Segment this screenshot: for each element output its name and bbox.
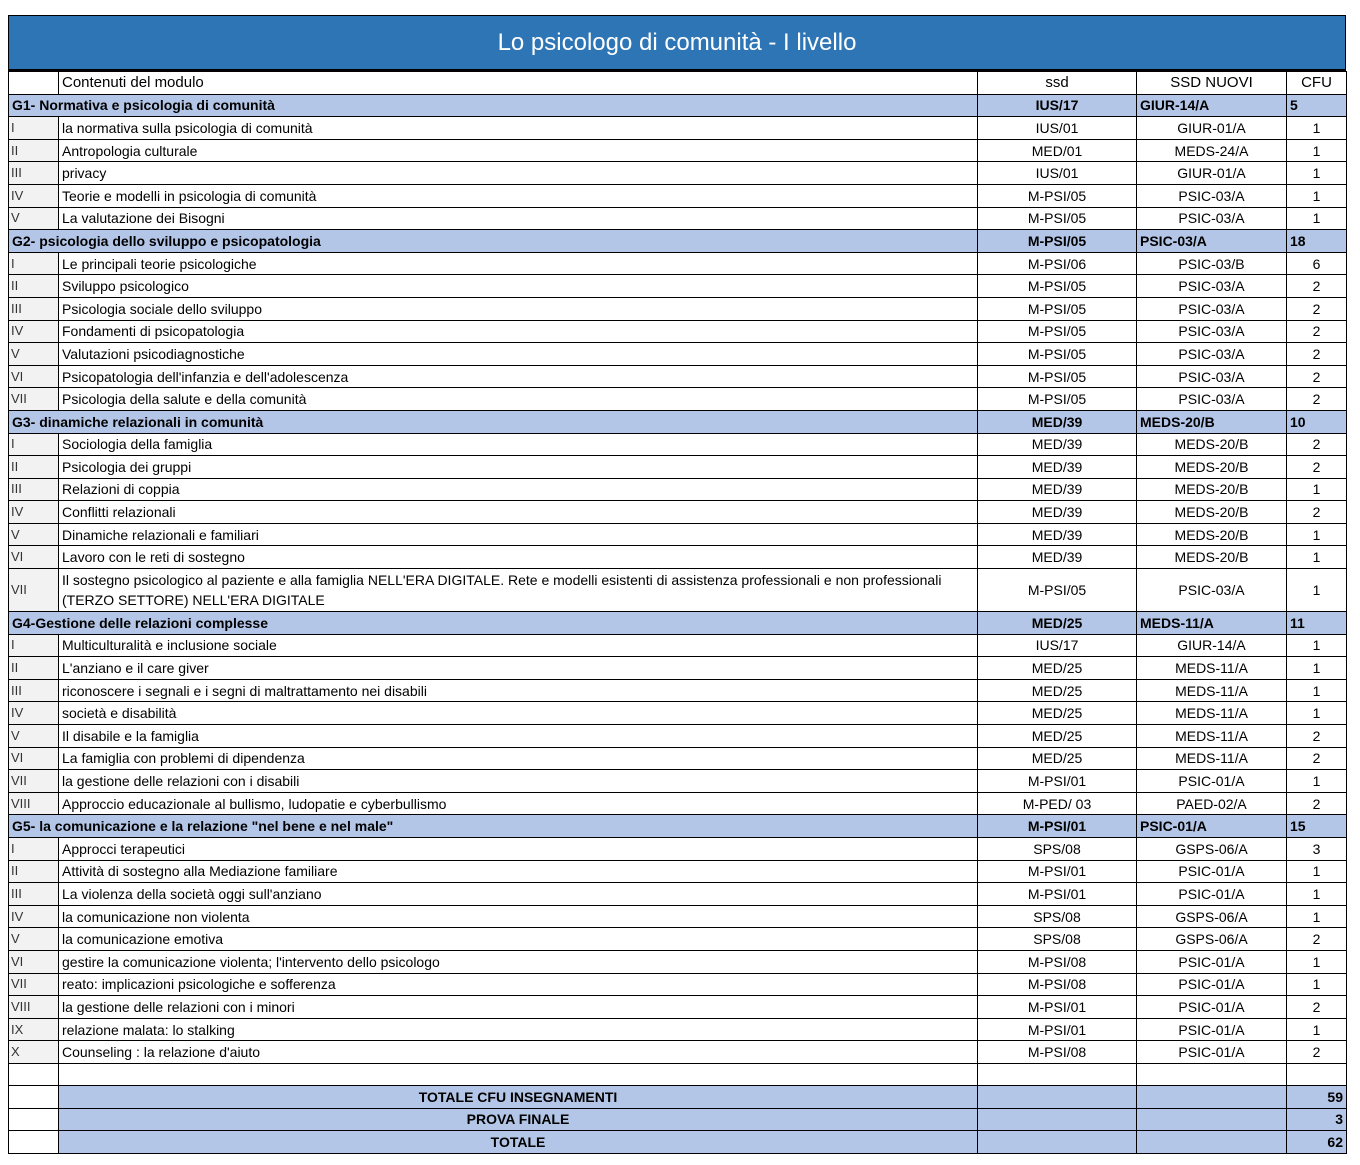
module-title: Approcci terapeutici: [59, 838, 978, 861]
module-number: I: [9, 252, 59, 275]
module-ssd-new: PSIC-03/A: [1137, 207, 1287, 230]
module-cfu: 2: [1287, 996, 1347, 1019]
module-number: VII: [9, 770, 59, 793]
module-number: VI: [9, 546, 59, 569]
group-ssd-new: PSIC-01/A: [1137, 815, 1287, 838]
spacer-row: [9, 1063, 1347, 1085]
module-title: Lavoro con le reti di sostegno: [59, 546, 978, 569]
group-row: [9, 612, 1347, 635]
module-number: II: [9, 275, 59, 298]
module-row: [9, 725, 1347, 748]
module-ssd-new: MEDS-11/A: [1137, 747, 1287, 770]
module-number: V: [9, 207, 59, 230]
module-ssd: M-PSI/05: [978, 297, 1137, 320]
module-number: VII: [9, 569, 59, 612]
module-ssd-new: GIUR-01/A: [1137, 117, 1287, 140]
group-row: [9, 230, 1347, 253]
module-title: la comunicazione non violenta: [59, 905, 978, 928]
module-row: [9, 883, 1347, 906]
module-row: [9, 478, 1347, 501]
module-cfu: 2: [1287, 501, 1347, 524]
total-ssd-new-blank: [1137, 1108, 1287, 1131]
module-number: I: [9, 433, 59, 456]
module-ssd: M-PSI/05: [978, 365, 1137, 388]
module-title: Teorie e modelli in psicologia di comunità: [59, 184, 978, 207]
module-row: [9, 433, 1347, 456]
module-cfu: 2: [1287, 433, 1347, 456]
module-ssd-new: PSIC-01/A: [1137, 1041, 1287, 1064]
header-ssd-new: SSD NUOVI: [1137, 72, 1287, 95]
module-cfu: 1: [1287, 117, 1347, 140]
module-cfu: 1: [1287, 770, 1347, 793]
header-cfu: CFU: [1287, 72, 1347, 95]
module-title: Fondamenti di psicopatologia: [59, 320, 978, 343]
empty-cell: [59, 1063, 978, 1085]
module-number: II: [9, 860, 59, 883]
group-name: G5- la comunicazione e la relazione "nel bene e nel male": [9, 815, 978, 838]
module-number: IX: [9, 1018, 59, 1041]
module-cfu: 2: [1287, 928, 1347, 951]
header-row: [9, 72, 1347, 95]
total-label: TOTALE: [59, 1131, 978, 1154]
group-name: G3- dinamiche relazionali in comunità: [9, 410, 978, 433]
module-title: reato: implicazioni psicologiche e sofferenza: [59, 973, 978, 996]
module-number: II: [9, 657, 59, 680]
module-title: Psicologia della salute e della comunità: [59, 388, 978, 411]
module-number: V: [9, 343, 59, 366]
module-ssd: M-PSI/01: [978, 770, 1137, 793]
module-cfu: 2: [1287, 388, 1347, 411]
module-row: [9, 117, 1347, 140]
module-cfu: 2: [1287, 297, 1347, 320]
module-cfu: 1: [1287, 950, 1347, 973]
module-ssd: MED/39: [978, 478, 1137, 501]
module-title: Relazioni di coppia: [59, 478, 978, 501]
total-ssd-blank: [978, 1131, 1137, 1154]
module-title: La violenza della società oggi sull'anziano: [59, 883, 978, 906]
group-cfu: 5: [1287, 94, 1347, 117]
module-row: [9, 950, 1347, 973]
module-cfu: 2: [1287, 747, 1347, 770]
module-number: V: [9, 523, 59, 546]
module-row: [9, 905, 1347, 928]
total-blank: [9, 1131, 59, 1154]
module-ssd: M-PSI/05: [978, 320, 1137, 343]
module-ssd: IUS/01: [978, 162, 1137, 185]
module-number: VII: [9, 973, 59, 996]
group-cfu: 10: [1287, 410, 1347, 433]
group-ssd-new: GIUR-14/A: [1137, 94, 1287, 117]
module-ssd: MED/25: [978, 679, 1137, 702]
header-ssd: ssd: [978, 72, 1137, 95]
module-ssd-new: PSIC-03/A: [1137, 569, 1287, 612]
module-cfu: 2: [1287, 456, 1347, 479]
module-ssd: M-PSI/01: [978, 860, 1137, 883]
module-ssd: IUS/01: [978, 117, 1137, 140]
module-cfu: 1: [1287, 478, 1347, 501]
module-row: [9, 702, 1347, 725]
module-row: [9, 860, 1347, 883]
module-ssd-new: MEDS-20/B: [1137, 478, 1287, 501]
curriculum-sheet: [8, 15, 1346, 1154]
group-cfu: 11: [1287, 612, 1347, 635]
module-number: II: [9, 456, 59, 479]
module-ssd-new: PSIC-01/A: [1137, 1018, 1287, 1041]
module-ssd-new: MEDS-20/B: [1137, 433, 1287, 456]
module-ssd: M-PSI/01: [978, 883, 1137, 906]
module-ssd-new: PSIC-03/A: [1137, 184, 1287, 207]
empty-cell: [1137, 1063, 1287, 1085]
module-cfu: 1: [1287, 523, 1347, 546]
module-ssd-new: PSIC-03/B: [1137, 252, 1287, 275]
group-ssd-new: PSIC-03/A: [1137, 230, 1287, 253]
module-ssd-new: MEDS-11/A: [1137, 679, 1287, 702]
module-title: Le principali teorie psicologiche: [59, 252, 978, 275]
module-row: [9, 747, 1347, 770]
module-ssd: M-PSI/05: [978, 388, 1137, 411]
module-number: VI: [9, 950, 59, 973]
module-title: Psicologia dei gruppi: [59, 456, 978, 479]
module-ssd: MED/25: [978, 725, 1137, 748]
module-ssd: IUS/17: [978, 634, 1137, 657]
module-cfu: 2: [1287, 343, 1347, 366]
module-ssd-new: GIUR-14/A: [1137, 634, 1287, 657]
module-number: V: [9, 928, 59, 951]
module-number: VII: [9, 388, 59, 411]
module-cfu: 1: [1287, 546, 1347, 569]
module-row: [9, 501, 1347, 524]
module-ssd-new: MEDS-11/A: [1137, 702, 1287, 725]
module-row: [9, 207, 1347, 230]
total-ssd-blank: [978, 1108, 1137, 1131]
module-cfu: 1: [1287, 1018, 1347, 1041]
module-row: [9, 838, 1347, 861]
total-row: [9, 1085, 1347, 1108]
modules-table: [8, 71, 1347, 1154]
group-row: [9, 410, 1347, 433]
module-cfu: 2: [1287, 275, 1347, 298]
total-blank: [9, 1108, 59, 1131]
module-title: Psicologia sociale dello sviluppo: [59, 297, 978, 320]
module-cfu: 1: [1287, 679, 1347, 702]
module-cfu: 2: [1287, 365, 1347, 388]
module-title: La famiglia con problemi di dipendenza: [59, 747, 978, 770]
module-cfu: 1: [1287, 905, 1347, 928]
module-ssd: MED/39: [978, 546, 1137, 569]
module-ssd-new: PAED-02/A: [1137, 792, 1287, 815]
empty-cell: [978, 1063, 1137, 1085]
module-number: IV: [9, 905, 59, 928]
group-name: G2- psicologia dello sviluppo e psicopatologia: [9, 230, 978, 253]
module-ssd-new: PSIC-01/A: [1137, 973, 1287, 996]
module-ssd: M-PSI/08: [978, 973, 1137, 996]
module-cfu: 1: [1287, 702, 1347, 725]
module-ssd-new: MEDS-24/A: [1137, 139, 1287, 162]
module-row: [9, 996, 1347, 1019]
module-row: [9, 1018, 1347, 1041]
module-row: [9, 679, 1347, 702]
module-ssd: M-PSI/05: [978, 343, 1137, 366]
module-ssd: M-PSI/01: [978, 996, 1137, 1019]
module-title: Antropologia culturale: [59, 139, 978, 162]
module-ssd-new: GSPS-06/A: [1137, 928, 1287, 951]
module-ssd-new: GSPS-06/A: [1137, 905, 1287, 928]
module-cfu: 1: [1287, 883, 1347, 906]
module-number: I: [9, 634, 59, 657]
module-ssd-new: MEDS-11/A: [1137, 657, 1287, 680]
module-number: IV: [9, 501, 59, 524]
module-ssd-new: MEDS-20/B: [1137, 456, 1287, 479]
module-title: Counseling : la relazione d'aiuto: [59, 1041, 978, 1064]
module-title: la gestione delle relazioni con i minori: [59, 996, 978, 1019]
total-ssd-blank: [978, 1085, 1137, 1108]
total-ssd-new-blank: [1137, 1131, 1287, 1154]
module-ssd: M-PSI/05: [978, 184, 1137, 207]
module-number: I: [9, 117, 59, 140]
page-title: Lo psicologo di comunità - I livello: [8, 15, 1346, 71]
module-ssd-new: GIUR-01/A: [1137, 162, 1287, 185]
module-cfu: 2: [1287, 1041, 1347, 1064]
module-ssd: M-PSI/05: [978, 275, 1137, 298]
module-row: [9, 634, 1347, 657]
module-ssd-new: PSIC-01/A: [1137, 770, 1287, 793]
module-number: VIII: [9, 792, 59, 815]
module-title: Psicopatologia dell'infanzia e dell'adolescenza: [59, 365, 978, 388]
module-title: Il disabile e la famiglia: [59, 725, 978, 748]
module-title: privacy: [59, 162, 978, 185]
module-title: Il sostegno psicologico al paziente e alla famiglia NELL'ERA DIGITALE. Rete e modelli esistenti di assistenza professionali e non professionali (TERZO SETTORE) NELL'ERA DIGITALE: [59, 569, 978, 612]
module-row: [9, 184, 1347, 207]
module-row: [9, 275, 1347, 298]
module-ssd-new: PSIC-03/A: [1137, 388, 1287, 411]
module-row: [9, 456, 1347, 479]
module-number: III: [9, 162, 59, 185]
group-ssd-new: MEDS-20/B: [1137, 410, 1287, 433]
module-row: [9, 792, 1347, 815]
module-row: [9, 523, 1347, 546]
module-number: III: [9, 679, 59, 702]
module-title: Dinamiche relazionali e familiari: [59, 523, 978, 546]
module-ssd-new: PSIC-01/A: [1137, 883, 1287, 906]
module-ssd: M-PSI/08: [978, 1041, 1137, 1064]
module-cfu: 2: [1287, 725, 1347, 748]
module-cfu: 3: [1287, 838, 1347, 861]
module-number: I: [9, 838, 59, 861]
group-ssd: IUS/17: [978, 94, 1137, 117]
total-label: PROVA FINALE: [59, 1108, 978, 1131]
module-title: società e disabilità: [59, 702, 978, 725]
group-ssd: MED/39: [978, 410, 1137, 433]
module-number: IV: [9, 320, 59, 343]
module-ssd: M-PED/ 03: [978, 792, 1137, 815]
group-ssd: M-PSI/05: [978, 230, 1137, 253]
module-ssd-new: PSIC-03/A: [1137, 320, 1287, 343]
module-title: Sviluppo psicologico: [59, 275, 978, 298]
module-row: [9, 343, 1347, 366]
module-cfu: 1: [1287, 973, 1347, 996]
module-ssd: SPS/08: [978, 838, 1137, 861]
group-ssd: M-PSI/01: [978, 815, 1137, 838]
module-row: [9, 569, 1347, 612]
group-row: [9, 94, 1347, 117]
module-ssd: SPS/08: [978, 905, 1137, 928]
module-title: Sociologia della famiglia: [59, 433, 978, 456]
module-ssd-new: MEDS-20/B: [1137, 523, 1287, 546]
module-title: relazione malata: lo stalking: [59, 1018, 978, 1041]
module-title: la normativa sulla psicologia di comunità: [59, 117, 978, 140]
group-ssd: MED/25: [978, 612, 1137, 635]
modules-table-body: [9, 72, 1347, 1154]
module-title: riconoscere i segnali e i segni di maltrattamento nei disabili: [59, 679, 978, 702]
module-cfu: 1: [1287, 657, 1347, 680]
module-title: gestire la comunicazione violenta; l'intervento dello psicologo: [59, 950, 978, 973]
module-cfu: 1: [1287, 860, 1347, 883]
module-number: VI: [9, 365, 59, 388]
module-ssd: MED/25: [978, 702, 1137, 725]
module-number: VI: [9, 747, 59, 770]
module-cfu: 6: [1287, 252, 1347, 275]
module-title: Conflitti relazionali: [59, 501, 978, 524]
module-number: II: [9, 139, 59, 162]
module-title: Approccio educazionale al bullismo, ludopatie e cyberbullismo: [59, 792, 978, 815]
module-number: IV: [9, 702, 59, 725]
module-number: IV: [9, 184, 59, 207]
module-ssd: MED/39: [978, 433, 1137, 456]
module-row: [9, 973, 1347, 996]
total-value: 62: [1287, 1131, 1347, 1154]
module-ssd-new: MEDS-11/A: [1137, 725, 1287, 748]
module-row: [9, 139, 1347, 162]
module-ssd-new: PSIC-01/A: [1137, 996, 1287, 1019]
module-ssd-new: PSIC-03/A: [1137, 365, 1287, 388]
module-row: [9, 297, 1347, 320]
module-cfu: 2: [1287, 320, 1347, 343]
module-row: [9, 320, 1347, 343]
total-ssd-new-blank: [1137, 1085, 1287, 1108]
total-value: 59: [1287, 1085, 1347, 1108]
module-ssd: MED/39: [978, 456, 1137, 479]
module-title: Valutazioni psicodiagnostiche: [59, 343, 978, 366]
module-row: [9, 162, 1347, 185]
module-ssd: MED/01: [978, 139, 1137, 162]
module-cfu: 1: [1287, 634, 1347, 657]
total-blank: [9, 1085, 59, 1108]
module-row: [9, 657, 1347, 680]
module-cfu: 2: [1287, 792, 1347, 815]
module-cfu: 1: [1287, 139, 1347, 162]
module-ssd-new: PSIC-01/A: [1137, 950, 1287, 973]
module-title: La valutazione dei Bisogni: [59, 207, 978, 230]
module-cfu: 1: [1287, 207, 1347, 230]
module-title: Multiculturalità e inclusione sociale: [59, 634, 978, 657]
module-row: [9, 770, 1347, 793]
group-name: G4-Gestione delle relazioni complesse: [9, 612, 978, 635]
module-row: [9, 1041, 1347, 1064]
module-ssd: M-PSI/08: [978, 950, 1137, 973]
module-number: III: [9, 883, 59, 906]
module-row: [9, 546, 1347, 569]
module-ssd-new: PSIC-03/A: [1137, 297, 1287, 320]
module-ssd: MED/25: [978, 657, 1137, 680]
module-ssd-new: PSIC-03/A: [1137, 275, 1287, 298]
module-ssd-new: PSIC-03/A: [1137, 343, 1287, 366]
module-ssd-new: MEDS-20/B: [1137, 501, 1287, 524]
module-row: [9, 365, 1347, 388]
total-value: 3: [1287, 1108, 1347, 1131]
module-title: Attività di sostegno alla Mediazione familiare: [59, 860, 978, 883]
empty-cell: [1287, 1063, 1347, 1085]
module-ssd-new: MEDS-20/B: [1137, 546, 1287, 569]
module-cfu: 1: [1287, 569, 1347, 612]
total-row: [9, 1131, 1347, 1154]
module-ssd-new: PSIC-01/A: [1137, 860, 1287, 883]
group-cfu: 18: [1287, 230, 1347, 253]
module-number: VIII: [9, 996, 59, 1019]
module-ssd: MED/39: [978, 523, 1137, 546]
group-row: [9, 815, 1347, 838]
module-row: [9, 388, 1347, 411]
module-ssd: MED/25: [978, 747, 1137, 770]
module-cfu: 1: [1287, 162, 1347, 185]
module-title: L'anziano e il care giver: [59, 657, 978, 680]
module-number: III: [9, 297, 59, 320]
group-cfu: 15: [1287, 815, 1347, 838]
module-number: X: [9, 1041, 59, 1064]
module-ssd-new: GSPS-06/A: [1137, 838, 1287, 861]
empty-cell: [9, 1063, 59, 1085]
module-ssd: M-PSI/05: [978, 207, 1137, 230]
module-title: la comunicazione emotiva: [59, 928, 978, 951]
module-number: V: [9, 725, 59, 748]
module-number: III: [9, 478, 59, 501]
header-contents: Contenuti del modulo: [59, 72, 978, 95]
module-ssd: M-PSI/06: [978, 252, 1137, 275]
module-ssd: M-PSI/05: [978, 569, 1137, 612]
module-row: [9, 252, 1347, 275]
total-row: [9, 1108, 1347, 1131]
header-roman: [9, 72, 59, 95]
module-cfu: 1: [1287, 184, 1347, 207]
module-title: la gestione delle relazioni con i disabili: [59, 770, 978, 793]
group-ssd-new: MEDS-11/A: [1137, 612, 1287, 635]
module-row: [9, 928, 1347, 951]
module-ssd: M-PSI/01: [978, 1018, 1137, 1041]
module-ssd: MED/39: [978, 501, 1137, 524]
group-name: G1- Normativa e psicologia di comunità: [9, 94, 978, 117]
module-ssd: SPS/08: [978, 928, 1137, 951]
total-label: TOTALE CFU INSEGNAMENTI: [59, 1085, 978, 1108]
